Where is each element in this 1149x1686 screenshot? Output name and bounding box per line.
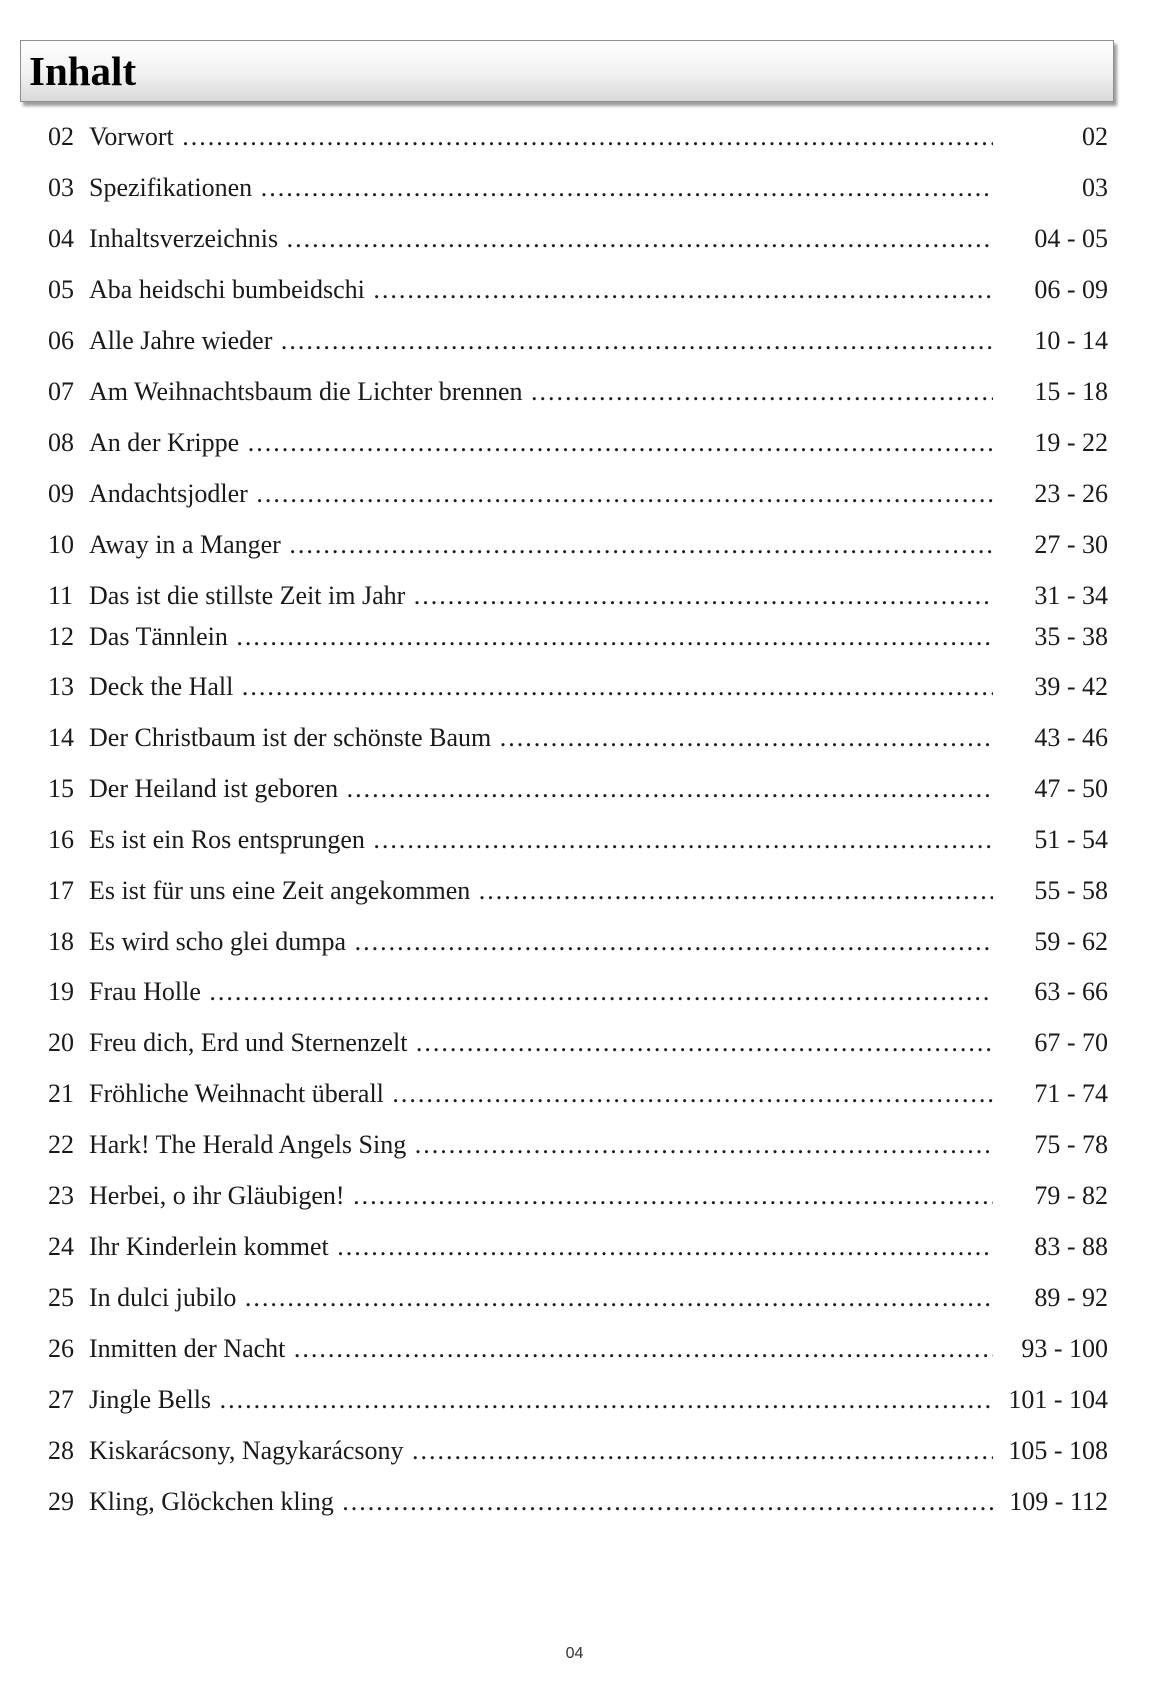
toc-title: Fröhliche Weihnacht überall [89,1079,384,1108]
toc-number: 29 [48,1487,74,1516]
toc-row [48,1026,1108,1060]
toc-pages: 10 - 14 [1034,326,1108,355]
toc-number: 22 [48,1130,74,1159]
toc-leader-dots [329,1232,993,1261]
toc-title: Es wird scho glei dumpa [89,927,347,956]
toc-leader-dots [365,275,993,304]
toc-pages: 39 - 42 [1034,672,1108,701]
page-number: 04 [565,1645,584,1662]
toc-leader-dots [248,479,993,508]
toc-number: 14 [48,723,74,752]
toc-title: Das Tännlein [89,622,228,651]
toc-pages: 51 - 54 [1034,825,1108,854]
toc-row [48,1281,1108,1315]
toc-pages: 71 - 74 [1034,1079,1108,1108]
toc-leader-dots [228,622,993,651]
toc-pages: 23 - 26 [1034,479,1108,508]
toc-row [48,620,1108,654]
toc-pages: 47 - 50 [1034,774,1108,803]
toc-pages: 109 - 112 [1009,1487,1108,1516]
toc-leader-dots [491,723,993,752]
toc-row [48,426,1108,460]
toc-number: 28 [48,1436,74,1465]
toc-pages: 83 - 88 [1034,1232,1108,1261]
toc-number: 02 [48,122,74,151]
toc-title: In dulci jubilo [89,1283,237,1312]
toc-number: 23 [48,1181,74,1210]
toc-leader-dots [334,1487,993,1516]
toc-row [48,324,1108,358]
toc-number: 16 [48,825,74,854]
toc-pages: 15 - 18 [1034,377,1108,406]
toc-row [48,375,1108,409]
toc-pages: 43 - 46 [1034,723,1108,752]
toc-title: Spezifikationen [89,173,253,202]
toc-pages: 04 - 05 [1034,224,1108,253]
toc-leader-dots [523,377,993,406]
toc-number: 05 [48,275,74,304]
toc-number: 21 [48,1079,74,1108]
toc-number: 24 [48,1232,74,1261]
toc-pages: 19 - 22 [1034,428,1108,457]
toc-number: 10 [48,530,74,559]
toc-number: 06 [48,326,74,355]
toc-row [48,273,1108,307]
toc-title: Jingle Bells [89,1385,212,1414]
toc-row [48,772,1108,806]
toc-pages: 79 - 82 [1034,1181,1108,1210]
toc-title: Das ist die stillste Zeit im Jahr [89,581,406,610]
toc-title: Away in a Manger [89,530,281,559]
toc-number: 17 [48,876,74,905]
toc-number: 09 [48,479,74,508]
toc-row [48,120,1108,154]
toc-leader-dots [338,774,993,803]
toc-pages: 93 - 100 [1021,1334,1108,1363]
toc-row [48,1230,1108,1264]
toc-title: Vorwort [89,122,174,151]
toc-pages: 03 [1082,173,1108,202]
toc-row [48,222,1108,256]
toc-number: 11 [48,581,74,610]
toc-pages: 31 - 34 [1034,581,1108,610]
toc-pages: 101 - 104 [1008,1385,1108,1414]
toc-leader-dots [345,1181,993,1210]
toc-number: 13 [48,672,74,701]
toc-row [48,477,1108,511]
toc-row [48,1383,1108,1417]
toc-leader-dots [239,428,993,457]
toc-leader-dots [211,1385,993,1414]
toc-leader-dots [236,1283,993,1312]
toc-title: Der Christbaum ist der schönste Baum [89,723,492,752]
toc-title: Es ist ein Ros entsprungen [89,825,365,854]
toc-number: 25 [48,1283,74,1312]
toc-leader-dots [346,927,993,956]
toc-pages: 67 - 70 [1034,1028,1108,1057]
toc-leader-dots [278,224,993,253]
toc-number: 03 [48,173,74,202]
toc-row [48,1332,1108,1366]
toc-pages: 27 - 30 [1034,530,1108,559]
toc-leader-dots [272,326,993,355]
toc-leader-dots [233,672,993,701]
toc-leader-dots [407,1028,993,1057]
toc-number: 20 [48,1028,74,1057]
toc-row [48,1434,1108,1468]
toc-number: 07 [48,377,74,406]
toc-pages: 59 - 62 [1034,927,1108,956]
toc-pages: 75 - 78 [1034,1130,1108,1159]
toc-row [48,721,1108,755]
toc-title: Hark! The Herald Angels Sing [89,1130,407,1159]
toc-pages: 105 - 108 [1008,1436,1108,1465]
toc-pages: 02 [1082,122,1108,151]
toc-leader-dots [201,977,993,1006]
toc-row [48,1179,1108,1213]
toc-row [48,874,1108,908]
toc-leader-dots [281,530,993,559]
toc-title: Deck the Hall [89,672,234,701]
toc-row [48,670,1108,704]
toc-pages: 55 - 58 [1034,876,1108,905]
toc-leader-dots [365,825,993,854]
toc-pages: 63 - 66 [1034,977,1108,1006]
toc-title: Am Weihnachtsbaum die Lichter brennen [89,377,523,406]
toc-leader-dots [285,1334,993,1363]
toc-row [48,975,1108,1009]
toc-leader-dots [384,1079,993,1108]
toc-row [48,171,1108,205]
toc-title: An der Krippe [89,428,240,457]
toc-row [48,1128,1108,1162]
toc-leader-dots [470,876,993,905]
toc-number: 26 [48,1334,74,1363]
toc-title: Kiskarácsony, Nagykarácsony [89,1436,404,1465]
toc-leader-dots [405,581,993,610]
toc-title: Alle Jahre wieder [89,326,273,355]
toc-number: 04 [48,224,74,253]
toc-leader-dots [174,122,993,151]
toc-row [48,579,1108,613]
toc-title: Der Heiland ist geboren [89,774,339,803]
toc-number: 19 [48,977,74,1006]
page-title: Inhalt [29,48,137,94]
toc-title: Kling, Glöckchen kling [89,1487,334,1516]
toc-number: 12 [48,622,74,651]
toc-row [48,823,1108,857]
toc-title: Es ist für uns eine Zeit angekommen [89,876,471,905]
toc-leader-dots [404,1436,993,1465]
toc-number: 18 [48,927,74,956]
toc-number: 27 [48,1385,74,1414]
toc-row [48,1077,1108,1111]
toc-title: Inhaltsverzeichnis [89,224,279,253]
toc-row [48,528,1108,562]
toc-title: Frau Holle [89,977,201,1006]
toc-title: Aba heidschi bumbeidschi [89,275,365,304]
toc-pages: 06 - 09 [1034,275,1108,304]
toc-number: 08 [48,428,74,457]
toc-leader-dots [252,173,993,202]
toc-title: Freu dich, Erd und Sternenzelt [89,1028,408,1057]
toc-title: Inmitten der Nacht [89,1334,286,1363]
toc-title: Ihr Kinderlein kommet [89,1232,329,1261]
toc-title: Andachtsjodler [89,479,248,508]
toc-title: Herbei, o ihr Gläubigen! [89,1181,345,1210]
toc-leader-dots [406,1130,993,1159]
toc-row [48,925,1108,959]
toc-pages: 35 - 38 [1034,622,1108,651]
toc-number: 15 [48,774,74,803]
toc-pages: 89 - 92 [1034,1283,1108,1312]
toc-row [48,1485,1108,1519]
